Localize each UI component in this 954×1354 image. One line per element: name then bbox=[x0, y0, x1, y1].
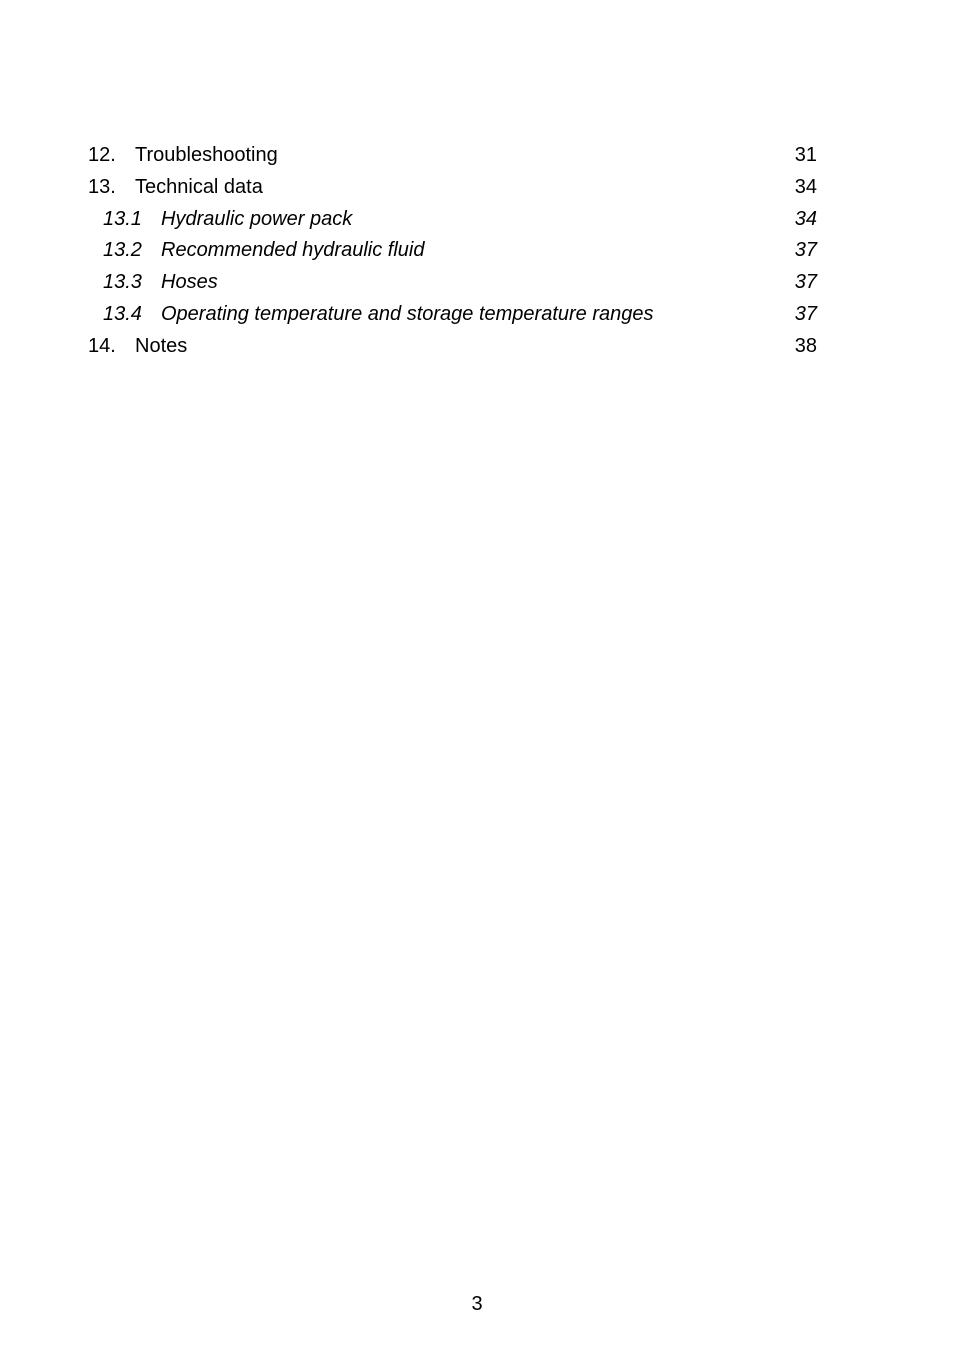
toc-entry-page: 38 bbox=[794, 334, 817, 357]
toc-subentry-hoses[interactable] bbox=[88, 267, 818, 299]
toc-entry-title: Notes bbox=[135, 334, 188, 357]
toc-entry-number: 13. bbox=[88, 175, 116, 198]
toc-entry-title: Operating temperature and storage temperature ranges bbox=[161, 302, 654, 325]
toc-entry-number: 13.2 bbox=[103, 239, 142, 262]
toc-entry-technical-data[interactable] bbox=[88, 172, 818, 204]
toc-entry-title: Recommended hydraulic fluid bbox=[161, 239, 425, 262]
toc-entry-number: 13.3 bbox=[103, 271, 142, 294]
toc-subentry-recommended-hydraulic-fluid[interactable] bbox=[88, 235, 818, 267]
toc-entry-page: 34 bbox=[794, 207, 817, 230]
toc-entry-troubleshooting[interactable] bbox=[88, 140, 818, 172]
toc-entry-page: 37 bbox=[794, 239, 817, 262]
toc-entry-notes[interactable] bbox=[88, 331, 818, 363]
table-of-contents bbox=[88, 140, 818, 363]
toc-entry-number: 13.4 bbox=[103, 302, 142, 325]
toc-entry-title: Hydraulic power pack bbox=[161, 207, 353, 230]
toc-entry-title: Technical data bbox=[135, 175, 263, 198]
toc-subentry-temperature-ranges[interactable] bbox=[88, 299, 818, 331]
toc-entry-number: 14. bbox=[88, 334, 116, 357]
toc-subentry-hydraulic-power-pack[interactable] bbox=[88, 204, 818, 236]
toc-entry-title: Hoses bbox=[161, 271, 218, 294]
toc-entry-page: 37 bbox=[794, 271, 817, 294]
toc-entry-page: 37 bbox=[794, 302, 817, 325]
toc-entry-number: 12. bbox=[88, 144, 116, 166]
toc-entry-number: 13.1 bbox=[103, 207, 142, 230]
toc-entry-page: 34 bbox=[794, 175, 817, 198]
toc-entry-title: Troubleshooting bbox=[135, 144, 278, 166]
page-number: 3 bbox=[471, 1293, 483, 1315]
toc-entry-page: 31 bbox=[794, 144, 817, 166]
